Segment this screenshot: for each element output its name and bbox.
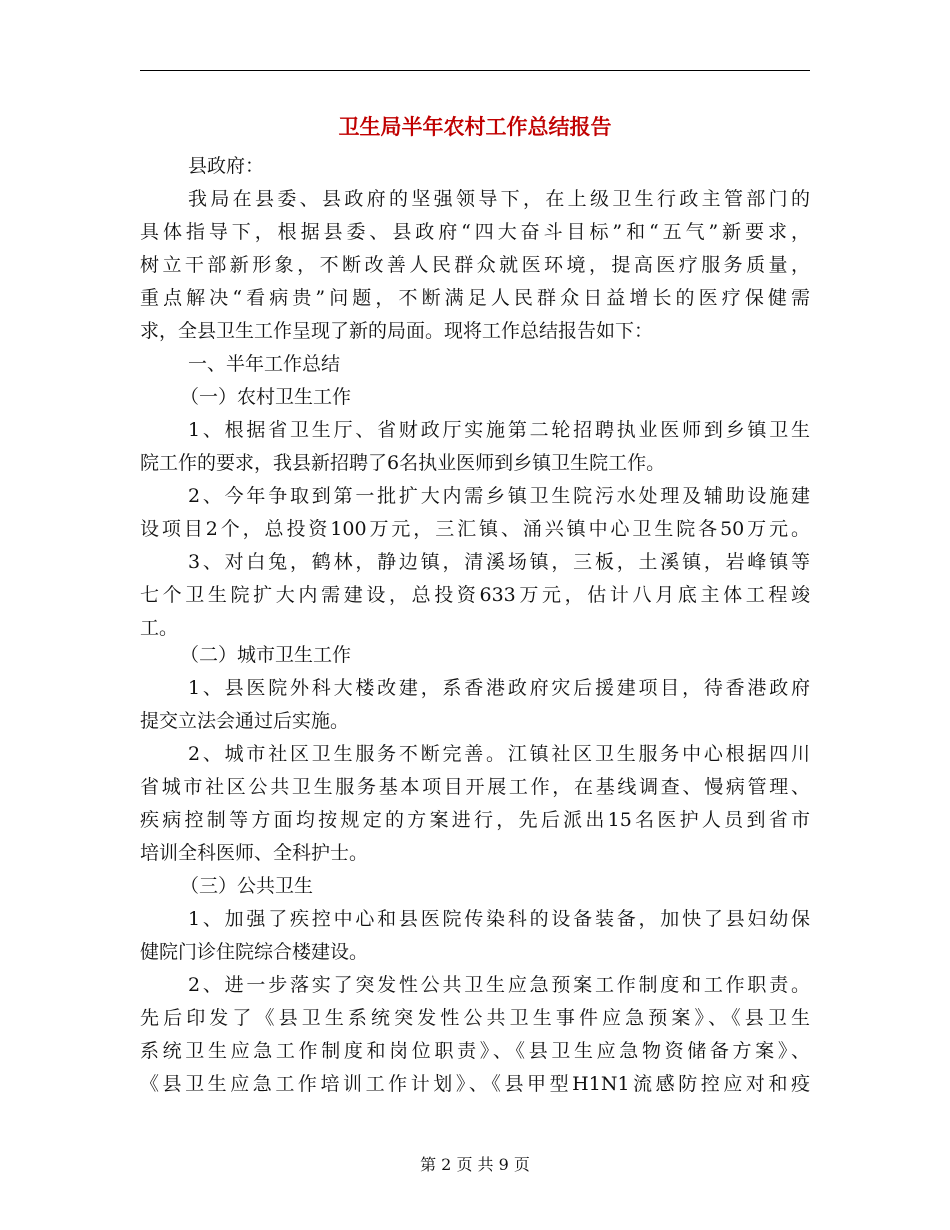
paragraph-line: 具体指导下，根据县委、县政府“四大奋斗目标”和“五气”新要求， bbox=[140, 221, 810, 243]
paragraph-line: 树立干部新形象，不断改善人民群众就医环境，提高医疗服务质量， bbox=[140, 254, 810, 276]
salutation-line: 县政府： bbox=[188, 155, 265, 177]
paragraph-line: 重点解决“看病贵”问题，不断满足人民群众日益增长的医疗保健需 bbox=[140, 287, 810, 309]
paragraph-line: 先后印发了《县卫生系统突发性公共卫生事件应急预案》、《县卫生 bbox=[140, 1007, 810, 1029]
paragraph-line: 2、今年争取到第一批扩大内需乡镇卫生院污水处理及辅助设施建 bbox=[188, 485, 810, 507]
paragraph-line: 3、对白兔，鹤林，静边镇，清溪场镇，三板，土溪镇，岩峰镇等 bbox=[188, 551, 810, 573]
paragraph-line: 健院门诊住院综合楼建设。 bbox=[140, 941, 369, 963]
paragraph-line: 《县卫生应急工作培训工作计划》、《县甲型H1N1流感防控应对和疫 bbox=[140, 1073, 810, 1095]
paragraph-line: 2、城市社区卫生服务不断完善。江镇社区卫生服务中心根据四川 bbox=[188, 743, 810, 765]
subsection-heading: （一）农村卫生工作 bbox=[180, 386, 352, 408]
paragraph-line: 1、加强了疾控中心和县医院传染科的设备装备，加快了县妇幼保 bbox=[188, 908, 810, 930]
paragraph-line: 我局在县委、县政府的坚强领导下，在上级卫生行政主管部门的 bbox=[188, 188, 810, 210]
paragraph-line: 省城市社区公共卫生服务基本项目开展工作，在基线调查、慢病管理、 bbox=[140, 776, 810, 798]
page-number: 第 2 页 共 9 页 bbox=[420, 1155, 530, 1174]
paragraph-line: 2、进一步落实了突发性公共卫生应急预案工作制度和工作职责。 bbox=[188, 974, 810, 996]
subsection-heading: （三）公共卫生 bbox=[180, 875, 314, 897]
paragraph-line: 疾病控制等方面均按规定的方案进行，先后派出15名医护人员到省市 bbox=[140, 809, 810, 831]
document-title: 卫生局半年农村工作总结报告 bbox=[338, 114, 612, 139]
paragraph-line: 七个卫生院扩大内需建设，总投资633万元，估计八月底主体工程竣 bbox=[140, 584, 810, 606]
paragraph-line: 求，全县卫生工作呈现了新的局面。现将工作总结报告如下： bbox=[140, 320, 654, 342]
paragraph-line: 系统卫生应急工作制度和岗位职责》、《县卫生应急物资储备方案》、 bbox=[140, 1040, 810, 1062]
paragraph-line: 工。 bbox=[140, 617, 179, 639]
paragraph-line: 提交立法会通过后实施。 bbox=[140, 710, 350, 732]
header-rule bbox=[140, 70, 810, 71]
paragraph-line: 院工作的要求，我县新招聘了6名执业医师到乡镇卫生院工作。 bbox=[140, 452, 666, 474]
section-heading: 一、半年工作总结 bbox=[188, 353, 341, 375]
paragraph-line: 1、县医院外科大楼改建，系香港政府灾后援建项目，待香港政府 bbox=[188, 677, 810, 699]
subsection-heading: （二）城市卫生工作 bbox=[180, 644, 352, 666]
paragraph-line: 培训全科医师、全科护士。 bbox=[140, 842, 369, 864]
paragraph-line: 1、根据省卫生厅、省财政厅实施第二轮招聘执业医师到乡镇卫生 bbox=[188, 419, 810, 441]
paragraph-line: 设项目2个，总投资100万元，三汇镇、涌兴镇中心卫生院各50万元。 bbox=[140, 518, 810, 540]
